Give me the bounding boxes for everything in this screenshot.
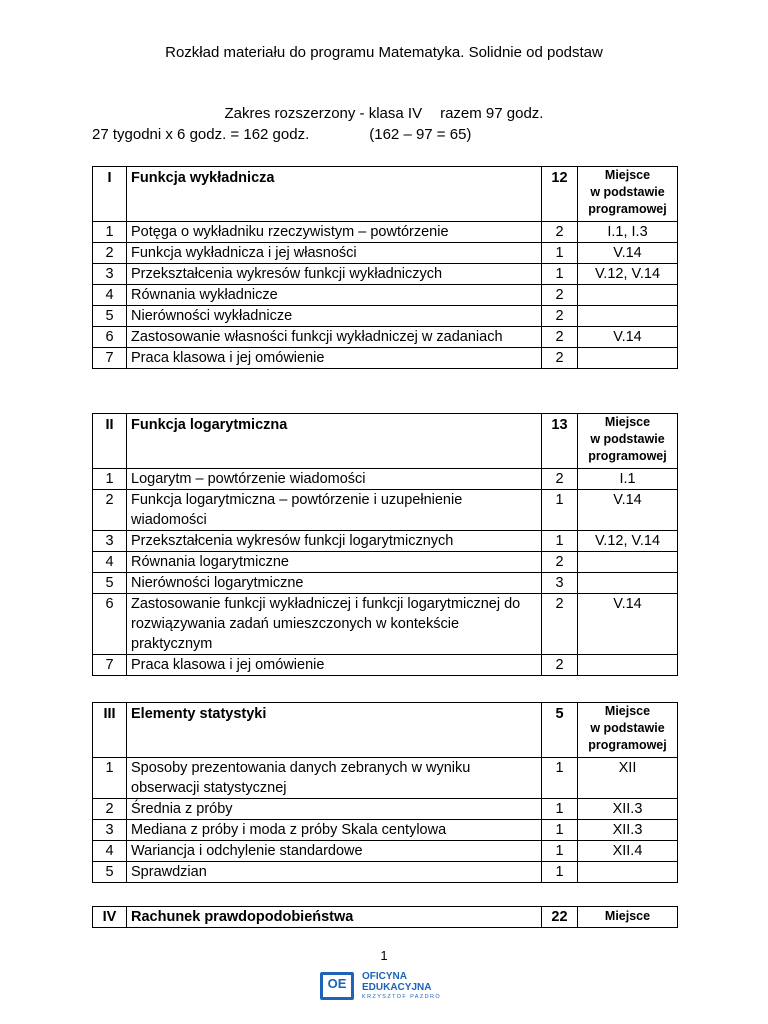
place-header-line: w podstawie [590,721,665,735]
section-title: Rachunek prawdopodobieństwa [127,907,542,928]
row-hours: 2 [542,348,578,369]
place-header [578,414,678,469]
row-number: 2 [93,799,127,820]
row-topic: Nierówności wykładnicze [127,306,542,327]
row-topic: Przekształcenia wykresów funkcji wykładniczych [127,264,542,285]
row-reference: V.12, V.14 [578,531,678,552]
scope-line [0,105,768,122]
place-header [578,167,678,222]
table-row [93,222,678,243]
row-reference: I.1 [578,469,678,490]
row-hours: 2 [542,655,578,676]
row-reference: XII [578,758,678,799]
table-row [93,348,678,369]
row-topic: Praca klasowa i jej omówienie [127,348,542,369]
table-row [93,552,678,573]
section-table [92,166,678,369]
row-hours: 2 [542,222,578,243]
row-topic: Zastosowanie własności funkcji wykładniczej w zadaniach [127,327,542,348]
row-hours: 3 [542,573,578,594]
section-header-row [93,907,678,928]
section-table [92,702,678,883]
table-row [93,306,678,327]
row-number: 5 [93,573,127,594]
row-reference [578,348,678,369]
row-reference: XII.3 [578,820,678,841]
table-row [93,490,678,531]
weeks-calc: 27 tygodni x 6 godz. = 162 godz. [92,126,310,143]
row-topic: Średnia z próby [127,799,542,820]
row-reference [578,862,678,883]
table-row [93,327,678,348]
place-header-line: programowej [588,202,667,216]
place-header-line: w podstawie [590,185,665,199]
table-row [93,799,678,820]
row-reference [578,573,678,594]
table-row [93,469,678,490]
table-row [93,862,678,883]
place-header-line: programowej [588,449,667,463]
place-header-line: Miejsce [604,168,651,182]
row-hours: 1 [542,820,578,841]
row-hours: 2 [542,469,578,490]
row-topic: Równania wykładnicze [127,285,542,306]
section-hours: 22 [542,907,578,928]
page-number: 1 [380,948,388,963]
row-number: 5 [93,306,127,327]
row-number: 6 [93,594,127,655]
row-hours: 2 [542,327,578,348]
row-topic: Potęga o wykładniku rzeczywistym – powtórzenie [127,222,542,243]
row-topic: Sposoby prezentowania danych zebranych w wyniku obserwacji statystycznej [127,758,542,799]
section-title: Funkcja wykładnicza [127,167,542,222]
logo-mark-icon: OE [320,972,354,1000]
row-hours: 2 [542,552,578,573]
row-number: 5 [93,862,127,883]
row-number: 1 [93,758,127,799]
table-row [93,841,678,862]
section-table [92,906,678,928]
row-reference: V.14 [578,490,678,531]
section-roman: I [93,167,127,222]
row-hours: 2 [542,594,578,655]
place-header-line: Miejsce [604,415,651,429]
row-topic: Wariancja i odchylenie standardowe [127,841,542,862]
section-title: Elementy statystyki [127,703,542,758]
section-hours: 12 [542,167,578,222]
section-roman: II [93,414,127,469]
table-row [93,243,678,264]
place-header-line: Miejsce [604,909,651,923]
row-reference: V.14 [578,594,678,655]
row-number: 7 [93,655,127,676]
section-table [92,413,678,676]
row-hours: 1 [542,758,578,799]
row-reference: I.1, I.3 [578,222,678,243]
table-row [93,594,678,655]
row-topic: Przekształcenia wykresów funkcji logarytmicznych [127,531,542,552]
row-topic: Logarytm – powtórzenie wiadomości [127,469,542,490]
row-hours: 1 [542,841,578,862]
row-number: 3 [93,820,127,841]
row-hours: 1 [542,490,578,531]
row-topic: Nierówności logarytmiczne [127,573,542,594]
row-number: 2 [93,490,127,531]
row-reference [578,552,678,573]
row-reference: XII.3 [578,799,678,820]
table-row [93,820,678,841]
table-row [93,573,678,594]
row-hours: 1 [542,799,578,820]
hours-diff: (162 – 97 = 65) [369,126,472,143]
row-reference [578,655,678,676]
row-number: 7 [93,348,127,369]
section-hours: 5 [542,703,578,758]
row-reference: XII.4 [578,841,678,862]
place-header-line: w podstawie [590,432,665,446]
row-topic: Zastosowanie funkcji wykładniczej i funkcji logarytmicznej do rozwiązywania zadań umieszczonych w kontekście praktycznym [127,594,542,655]
section-title: Funkcja logarytmiczna [127,414,542,469]
calc-line [92,126,471,143]
place-header [578,907,678,928]
row-topic: Funkcja logarytmiczna – powtórzenie i uzupełnienie wiadomości [127,490,542,531]
row-hours: 1 [542,862,578,883]
row-topic: Funkcja wykładnicza i jej własności [127,243,542,264]
row-reference: V.14 [578,327,678,348]
row-number: 1 [93,222,127,243]
publisher-logo [320,970,450,1004]
row-number: 6 [93,327,127,348]
row-reference: V.14 [578,243,678,264]
section-hours: 13 [542,414,578,469]
row-number: 4 [93,285,127,306]
row-hours: 2 [542,285,578,306]
row-topic: Równania logarytmiczne [127,552,542,573]
section-header-row [93,167,678,222]
place-header-line: Miejsce [604,704,651,718]
row-number: 1 [93,469,127,490]
table-row [93,655,678,676]
row-number: 2 [93,243,127,264]
table-row [93,264,678,285]
table-row [93,285,678,306]
section-header-row [93,414,678,469]
section-header-row [93,703,678,758]
row-topic: Praca klasowa i jej omówienie [127,655,542,676]
row-hours: 1 [542,531,578,552]
row-topic: Sprawdzian [127,862,542,883]
row-hours: 1 [542,264,578,285]
table-row [93,531,678,552]
section-roman: IV [93,907,127,928]
row-hours: 2 [542,306,578,327]
logo-text: OFICYNA EDUKACYJNA [362,971,432,993]
place-header [578,703,678,758]
scope-text: Zakres rozszerzony - klasa IV [224,105,423,122]
table-row [93,758,678,799]
row-reference: V.12, V.14 [578,264,678,285]
total-hours: razem 97 godz. [440,105,544,122]
row-reference [578,306,678,327]
document-title: Rozkład materiału do programu Matematyka. Solidnie od podstaw [165,44,603,61]
row-hours: 1 [542,243,578,264]
row-topic: Mediana z próby i moda z próby Skala centylowa [127,820,542,841]
row-number: 3 [93,531,127,552]
section-roman: III [93,703,127,758]
row-number: 3 [93,264,127,285]
logo-subtitle: KRZYSZTOF PAZDRO [362,994,442,1000]
place-header-line: programowej [588,738,667,752]
row-reference [578,285,678,306]
row-number: 4 [93,552,127,573]
row-number: 4 [93,841,127,862]
